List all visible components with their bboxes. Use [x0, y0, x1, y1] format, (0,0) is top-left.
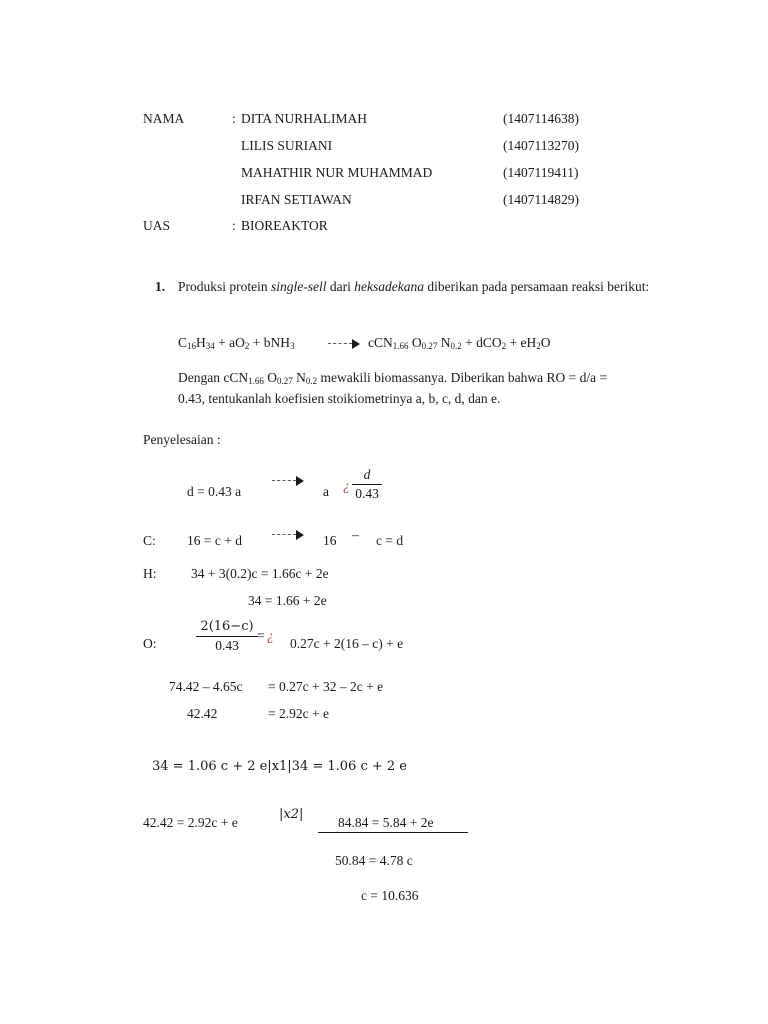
reaction-arrow-icon	[328, 339, 360, 349]
member-id: (1407114638)	[503, 111, 579, 126]
fraction-numerator: d	[363, 467, 371, 482]
nama-label: NAMA	[143, 111, 185, 126]
reaction-left: $C_{16}H_{34} + aO_2 + bNH_3$	[178, 335, 295, 351]
member-name: DITA NURHALIMAH	[241, 111, 368, 126]
o-equals: =	[257, 628, 265, 643]
c-right-b: c = d	[376, 533, 404, 548]
h-label: H:	[143, 566, 157, 581]
nama-colon: :	[232, 111, 236, 126]
line-a-equation: = 0.27c + 32 – 2c + e	[268, 679, 384, 694]
member-name: LILIS SURIANI	[241, 138, 333, 153]
member-name: IRFAN SETIAWAN	[241, 192, 352, 207]
step-d-right: a	[323, 484, 329, 499]
question-text-line2: 0.43, tentukanlah koefisien stoikiometrinya a, b, c, d, dan e.	[178, 391, 501, 406]
glyph: ¿	[343, 478, 350, 493]
member-id: (1407113270)	[503, 138, 579, 153]
o-label: O:	[143, 636, 157, 651]
arrow-icon	[272, 530, 304, 540]
arrow-icon	[272, 476, 304, 486]
step-d-left: d = 0.43 a	[187, 484, 242, 499]
question-number: 1.	[155, 279, 166, 294]
member-id: (1407119411)	[503, 165, 579, 180]
elim-left: 42.42 = 2.92c + e	[143, 815, 238, 830]
uas-label: UAS	[143, 218, 171, 233]
line-b-equation: = 2.92c + e	[268, 706, 329, 721]
h-equation-2: 34 = 1.66 + 2e	[248, 593, 327, 608]
fraction-denominator: 0.43	[215, 638, 239, 653]
c-equation: 16 = c + d	[187, 533, 242, 548]
reaction-right: cCN$_{1.66}$ $O_{0.27}$ $N_{0.2} + dCO_2 + eH_2O$	[368, 335, 551, 351]
o-rhs: 0.27c + 2(16 – c) + e	[290, 636, 404, 651]
elim-multiplier: |x2|	[279, 807, 304, 822]
fraction-d	[352, 467, 382, 502]
line-a-left: 74.42 – 4.65c	[169, 679, 243, 694]
member-id: (1407114829)	[503, 192, 579, 207]
o-fraction	[196, 619, 258, 654]
question-text-line1: Dengan cCN$_{1.66}$ $O_{0.27}$ $N_{0.2}$ mewakili biomassanya. Diberikan bahwa RO = d/a =	[178, 370, 608, 386]
solution-heading: Penyelesaian :	[143, 432, 221, 447]
question-intro: Produksi protein single-sell dari heksadekana diberikan pada persamaan reaksi berikut:	[178, 279, 650, 294]
result-1: 50.84 = 4.78 c	[335, 853, 413, 868]
line-b-left: 42.42	[187, 706, 218, 721]
h-equation-1: 34 + 3(0.2)c = 1.66c + 2e	[191, 566, 329, 581]
c-dash: –	[352, 527, 359, 542]
result-2: c = 10.636	[361, 888, 419, 903]
c-right-a: 16	[323, 533, 337, 548]
uas-colon: :	[232, 218, 236, 233]
uas-value: BIOREAKTOR	[241, 218, 328, 233]
elim-right: 84.84 = 5.84 + 2e	[318, 815, 468, 833]
member-name: MAHATHIR NUR MUHAMMAD	[241, 165, 433, 180]
combo-line: 34 = 1.06 c + 2 e|x1|34 = 1.06 c + 2 e	[152, 759, 407, 774]
fraction-numerator: 2(16−c)	[200, 619, 254, 634]
c-label: C:	[143, 533, 156, 548]
fraction-denominator: 0.43	[355, 486, 379, 501]
glyph: ¿	[267, 628, 274, 643]
